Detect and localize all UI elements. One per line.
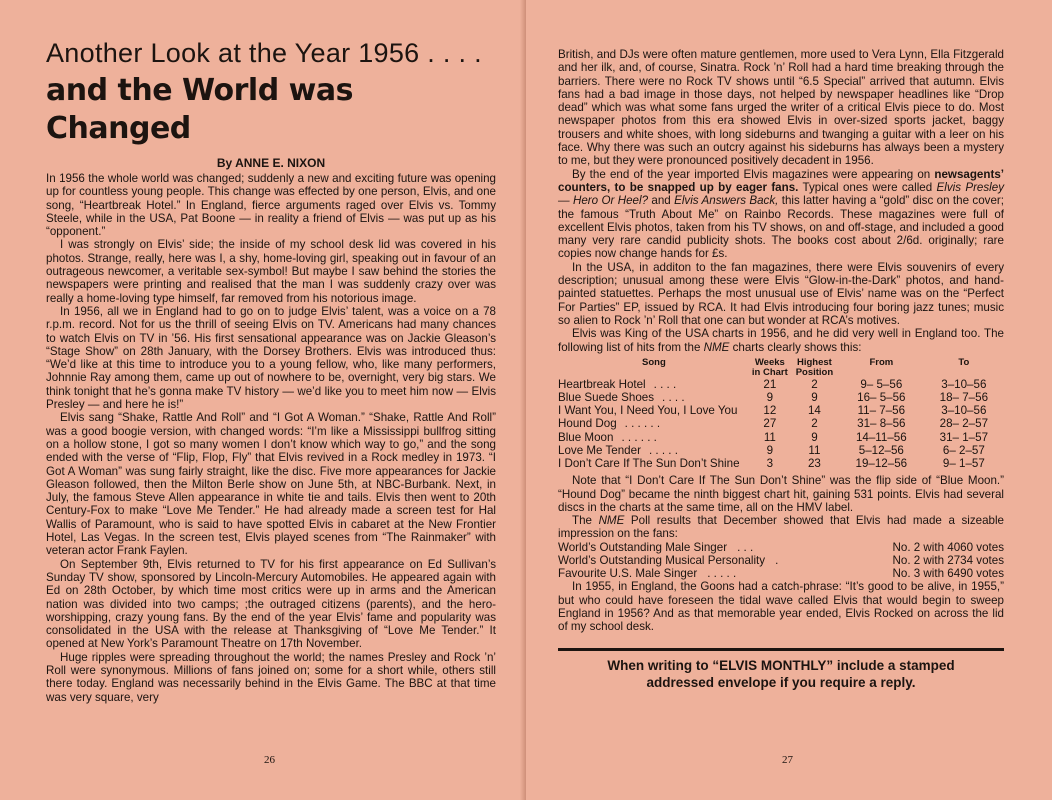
cell-from: 5–12–56 [858,443,904,457]
cell-from: 31– 8–56 [857,417,906,431]
paragraph: Elvis sang “Shake, Rattle And Roll” and “I Got A Woman.” “Shake, Rattle And Roll” was a good boogie version, with changed words: “I’m like a Mississippi bullfrog sitting on a hollow stone, I got so many women I don’t know which way to go,” and the song ended with the verse of “Flip, Flop, Fly” that Elvis revived in a Rock medley in 1973. “I Got A Woman” was sung fairly straight, like the disc. Five more appearances for Jackie Gleason followed, then the Milton Berle show on June 5th, at NBC-Burbank. Next, in July, the famous Steve Allen appearance in white tie and tails. Elvis then went to 20th Century-Fox to make “Love Me Tender.” He had already made a screen test for Hal Wallis of Paramount, who is said to have spotted Elvis in cabaret at the New Frontier Hotel, Las Vegas. In the screen test, Elvis played scenes from “The Rainmaker” with veteran actor Frank Faylen. [46,411,496,558]
cell-weeks: 9 [766,443,774,457]
leader-dots: . . . [737,540,754,554]
table-row [558,567,1004,580]
cell-highest: 9 [811,430,818,444]
leader-dots: . [775,553,779,567]
table-row [558,404,1004,417]
paragraph: In 1956 the whole world was changed; suddenly a new and exciting future was opening up for countless young people. This change was effected by one person, Elvis, and one song, “Heartbreak Hotel.” In England, fierce arguments raged over Elvis vs. Tommy Steele, while in the USA, Pat Boone — in reality a friend of Elvis — was put up as his “opponent.” [46,172,496,239]
cell-to: 9– 1–57 [942,457,985,471]
cell-song: I Don’t Care If The Sun Don’t Shine [558,457,740,471]
cell-highest: 9 [811,391,818,405]
poll-result: No. 3 with 6490 votes [892,567,1004,581]
cell-weeks: 9 [766,391,774,405]
byline: By ANNE E. NIXON [216,156,326,170]
leader-dots: . . . . . . [624,417,661,431]
table-row [558,417,1004,430]
paragraph: On September 9th, Elvis returned to TV for his first appearance on Ed Sullivan’s Sunday TV show, sponsored by Lincoln-Mercury Automobiles. He appeared again with Ed on 28th October, by which time most critics were up in arms and the American nation was divided into two camps; ;the outraged citizens (parents), and the hero-worshipping, crazy young fans. By the end of the year Elvis’ fame and popularity was consolidated in the USA with the release at Thanksgiving of “Love Me Tender.” It opened at New York’s Paramount Theatre on 17th November. [46,557,496,651]
cell-weeks: 21 [763,377,777,391]
reply-notice [558,648,1004,691]
poll-category: Favourite U.S. Male Singer . . . . . [558,567,737,581]
cell-highest: 2 [811,417,818,431]
cell-to: 31– 1–57 [939,430,989,444]
page-number: 26 [264,754,275,766]
table-header-row [558,358,1004,378]
cell-to: 28– 2–57 [939,417,989,431]
paragraph: I was strongly on Elvis’ side; the inside of my school desk lid was covered in his photos. Strange, really, here was I, a shy, home-loving girl, speaking out in favour of an outrageous newcomer, a veritable sex-symbol! But maybe I saw behind the stories the newspapers were printing and realised that the man I was suddenly crazy over was really a home-loving type himself, far removed from his notorious image. [46,238,496,305]
leader-dots: . . . . [662,391,685,405]
table-row [558,431,1004,444]
cell-to: 6– 2–57 [942,443,985,457]
paragraph: Huge ripples were spreading throughout the world; the names Presley and Rock ’n’ Roll were synonymous. Millions of fans joined on; some for a short while, others still there today. England was necessarily behind in the Elvis Game. The BBC at that time was very square, very [46,650,496,704]
cell-song: Hound Dog . . . . . . [558,417,661,431]
poll-result: No. 2 with 4060 votes [892,540,1004,554]
cell-from: 11– 7–56 [857,404,906,418]
col-header-song: Song [642,356,666,368]
paragraph: Elvis was King of the USA charts in 1956, and he did very well in England too. The following list of hits from the NME charts clearly shows this: [558,327,1004,354]
col-header-to: To [958,356,970,368]
table-row [558,554,1004,567]
cell-from: 19–12–56 [855,457,908,471]
cell-weeks: 3 [766,457,774,471]
col-header-from: From [869,356,894,368]
leader-dots: . . . . [653,377,677,391]
paragraph: The NME Poll results that December showed that Elvis had made a sizeable impression on the fans: [558,514,1005,541]
page-number: 27 [782,754,793,766]
chart-hits-table [558,358,1004,470]
cell-to: 3–10–56 [941,404,987,418]
cell-from: 16– 5–56 [857,391,906,405]
cell-highest: 14 [807,404,821,418]
left-article-body [46,172,496,704]
paragraph: Note that “I Don’t Care If The Sun Don’t Shine” was the flip side of “Blue Moon.” “Hound Dog” became the ninth biggest chart hit, gaining 531 points. Elvis had several discs in the charts at the same time, all on the HMV label. [558,474,1004,514]
cell-song: I Want You, I Need You, I Love You [558,404,738,418]
cell-highest: 23 [807,457,821,471]
leader-dots: . . . . . . [621,430,657,444]
notice-line: addressed envelope if you require a reply. [646,674,916,690]
table-row [558,378,1004,391]
right-article-body [558,48,1004,634]
paragraph: By the end of the year imported Elvis magazines were appearing on newsagents’ counters, to be snapped up by eager fans. Typical ones were called Elvis Presley — Hero Or Heel? and Elvis Answers Back, this latter having a “gold” disc on the cover; the famous “Truth About Me” on Rainbo Records. These magazines were full of excellent Elvis photos, taken from his TV shows, on and off-stage, and included a good many very rare candid publicity shots. The books cost about 2/6d. originally; rare copies now change hands for £s. [558,167,1004,261]
leader-dots: . . . . . [648,443,678,457]
table-row [558,541,1004,554]
poll-results-table [558,541,1004,581]
table-row [558,391,1004,404]
poll-category: World’s Outstanding Male Singer . . . [558,540,754,554]
cell-song: Heartbreak Hotel . . . . [558,377,677,391]
cell-highest: 2 [811,377,818,391]
col-header-highest: Highest Position [795,356,834,378]
paragraph: In 1956, all we in England had to go on to judge Elvis’ talent, was a voice on a 78 r.p.m. record. Not for us the thrill of seeing Elvis on TV. Americans had many chances to watch Elvis on TV in ’56. His first sensational appearance was on Jackie Gleason’s “Stage Show” on 28th January, with the Dorsey Brothers. Elvis was introduced thus: “We’d like at this time to introduce you to a young fellow, who, like many performers, Johnnie Ray among them, came up out of nowhere to be, overnight, very big stars. We think tonight that he’s gonna make TV history — we’d like you to meet him now — Elvis Presley — and here he is!” [46,304,496,412]
leader-dots: . . . . . [707,567,737,581]
notice-line: When writing to “ELVIS MONTHLY” include a stamped [607,657,955,673]
table-row [558,444,1004,457]
cell-song: Blue Suede Shoes . . . . [558,391,685,405]
col-header-weeks: Weeks in Chart [751,356,788,378]
cell-song: Blue Moon . . . . . . [558,430,657,444]
cell-from: 14–11–56 [855,430,907,444]
cell-weeks: 27 [763,417,777,431]
article-kicker-title: Another Look at the Year 1956 . . . . [46,38,482,68]
right-page [526,0,1052,800]
article-headline: and the World was Changed [46,73,353,146]
cell-highest: 11 [808,443,821,457]
cell-weeks: 12 [763,404,777,418]
cell-weeks: 11 [763,430,776,444]
paragraph: British, and DJs were often mature gentlemen, more used to Vera Lynn, Ella Fitzgerald and her ilk, and, of course, Sinatra. Rock ’n’ Roll had a hard time breaking through the barriers. There were no Rock TV shows until “6.5 Special” arrived that autumn. Elvis fans had a bad image in those days, not helped by newspaper headlines like “Drop dead” which was what some fans urged the writer of a critical Elvis piece to do. Most newspaper photos from this era showed Elvis in over-sized sports jacket, baggy trousers and white shoes, with long sideburns and twanging a guitar with a leer on his face. Why there was such an outcry against his sideburns has always been a mystery to me, but they were pronounced positively decadent in 1956. [558,48,1004,168]
paragraph: In 1955, in England, the Goons had a catch-phrase: “It’s good to be alive, in 1955,” but who could have foreseen the tidal wave called Elvis that would begin to sweep England in 1956? And as that memorable year ended, Elvis Rocked on across the lid of my school desk. [558,580,1004,634]
paragraph: In the USA, in additon to the fan magazines, there were Elvis souvenirs of every description; unusual among these were Elvis “Glow-in-the-Dark” photos, and hand-painted statuettes. Perhaps the most unusual use of Elvis’ name was on the “Perfect For Parties” EP, issued by RCA. It had Elvis introducing four boring jazz tunes; music so alien to Rock ’n’ Roll that one can but wonder at RCA’s motives. [558,260,1004,327]
cell-to: 3–10–56 [941,377,987,391]
cell-from: 9– 5–56 [860,377,903,391]
cell-to: 18– 7–56 [939,391,989,405]
poll-result: No. 2 with 2734 votes [892,553,1004,567]
table-row [558,457,1004,470]
poll-category: World’s Outstanding Musical Personality . [558,553,779,567]
cell-song: Love Me Tender . . . . . [558,443,678,457]
